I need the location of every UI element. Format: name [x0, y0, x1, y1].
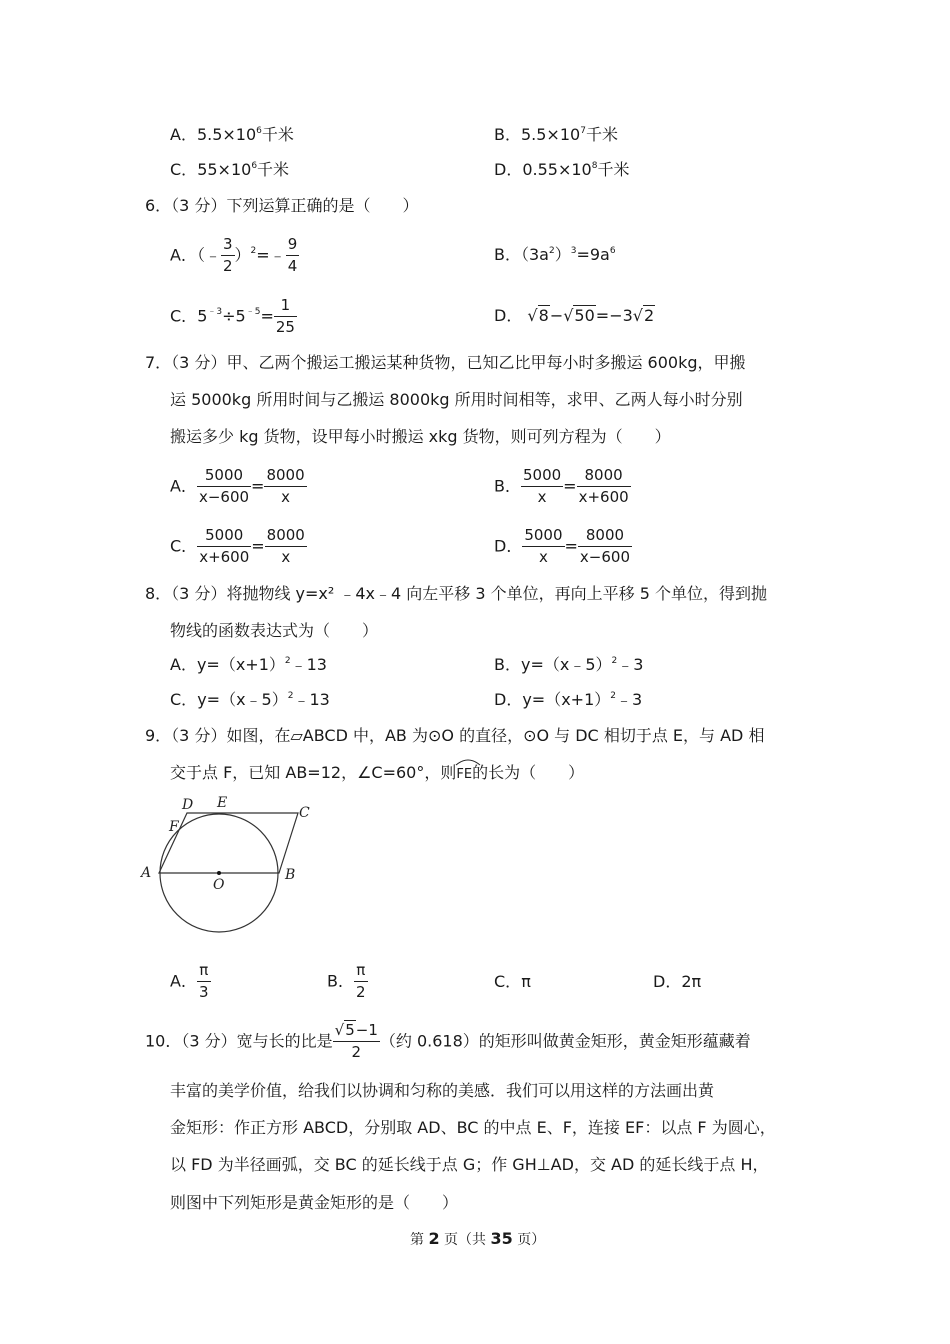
- q10-line1: 10．（3 分）宽与长的比是 $\frac{√5-1}{2}$ （约 0.618）的矩形叫做黄金矩形，黄金矩形蕴藏着: [145, 1021, 751, 1061]
- q9-line1: 9．（3 分）如图，在▱ABCD 中，AB 为⊙O 的直径，⊙O 与 DC 相切于点 E，与 AD 相: [145, 726, 765, 745]
- q6-option-d: D． √8−√50=−3√2: [494, 306, 655, 325]
- q10-line5: 则图中下列矩形是黄金矩形的是（ ）: [170, 1193, 459, 1212]
- q7-option-d: D． $\frac{5000}{x}$ = $\frac{8000}{x-600}$: [494, 526, 630, 566]
- label-a: A: [141, 865, 152, 881]
- q8-line2: 物线的函数表达式为（ ）: [170, 621, 379, 640]
- q7-option-c: C． $\frac{5000}{x+600}$ = $\frac{8000}{x}$: [170, 526, 305, 566]
- q7-line2: 运 5000kg 所用时间与乙搬运 8000kg 所用时间相等，求甲、乙两人每小时分别: [170, 390, 743, 409]
- page-footer: 第 2 页（共 35 页）: [410, 1229, 546, 1248]
- q7-line1: 7．（3 分）甲、乙两个搬运工搬运某种货物，已知乙比甲每小时多搬运 600kg，甲搬: [145, 353, 746, 372]
- label-c: C: [299, 805, 310, 821]
- q5-option-a: A．$5.5\times 10^6$千米: [170, 125, 294, 144]
- q9-option-a: A． $\frac{\pi}{3}$: [170, 961, 209, 1001]
- q8-option-a: A．$y=(x+1)^2﹣13$: [170, 655, 327, 674]
- q8-option-b: B．y=（x﹣5）$^2$﹣3: [494, 655, 644, 674]
- q8-line1: 8．（3 分）将抛物线 y=x² ﹣4x﹣4 向左平移 3 个单位，再向上平移 5 个单位，得到抛: [145, 584, 767, 603]
- q9-option-c: C．π: [494, 972, 531, 991]
- q6-option-c: C．$5^{﹣3}\div 5^{﹣5}=$ $\frac{1}{25}$: [170, 296, 295, 336]
- label-d: D: [182, 797, 194, 813]
- q5-option-c: C．$55\times 10^6$千米: [170, 160, 290, 179]
- q6-stem: 6．（3 分）下列运算正确的是（ ）: [145, 196, 419, 215]
- q9-option-b: B． $\frac{\pi}{2}$: [327, 961, 366, 1001]
- q8-option-d: D．$y=(x+1)^2﹣3$: [494, 690, 643, 709]
- center-point-o: [217, 871, 221, 875]
- q10-line2: 丰富的美学价值，给我们以协调和匀称的美感．我们可以用这样的方法画出黄: [170, 1081, 715, 1100]
- label-b: B: [285, 867, 296, 883]
- q10-line4: 以 FD 为半径画弧，交 BC 的延长线于点 G；作 GH⊥AD，交 AD 的延长线于点 H，: [170, 1155, 769, 1174]
- q6-option-b: B．$(3a^2)^3=9a^6$: [494, 245, 616, 264]
- q6-option-a: A．（﹣ $\frac{3}{2}$ ）$^2$=﹣ $\frac{9}{4}$: [170, 235, 298, 275]
- q8-option-c: C．y=（x﹣5）$^2$﹣13: [170, 690, 330, 709]
- q7-option-b: B． $\frac{5000}{x}$ = $\frac{8000}{x+600}$: [494, 466, 629, 506]
- label-e: E: [217, 795, 228, 811]
- q5-option-b: B．$5.5\times 10^7$千米: [494, 125, 618, 144]
- q9-option-d: D．2π: [653, 972, 702, 991]
- q9-line2: 交于点 F，已知 AB=12，∠C=60°，则 FE的长为（ ）: [170, 764, 584, 781]
- label-o: O: [213, 877, 225, 893]
- q7-option-a: A． $\frac{5000}{x-600}$ = $\frac{8000}{x}$: [170, 466, 305, 506]
- q10-line3: 金矩形：作正方形 ABCD，分别取 AD、BC 的中点 E、F，连接 EF：以点 F 为圆心，: [170, 1118, 776, 1137]
- q5-option-d: D．$0.55\times 10^8$千米: [494, 160, 630, 179]
- arc-symbol-icon: [455, 758, 481, 766]
- label-f: F: [169, 819, 179, 835]
- parallelogram-circle-figure: [135, 795, 325, 965]
- q7-line3: 搬运多少 kg 货物，设甲每小时搬运 xkg 货物，则可列方程为（ ）: [170, 427, 671, 446]
